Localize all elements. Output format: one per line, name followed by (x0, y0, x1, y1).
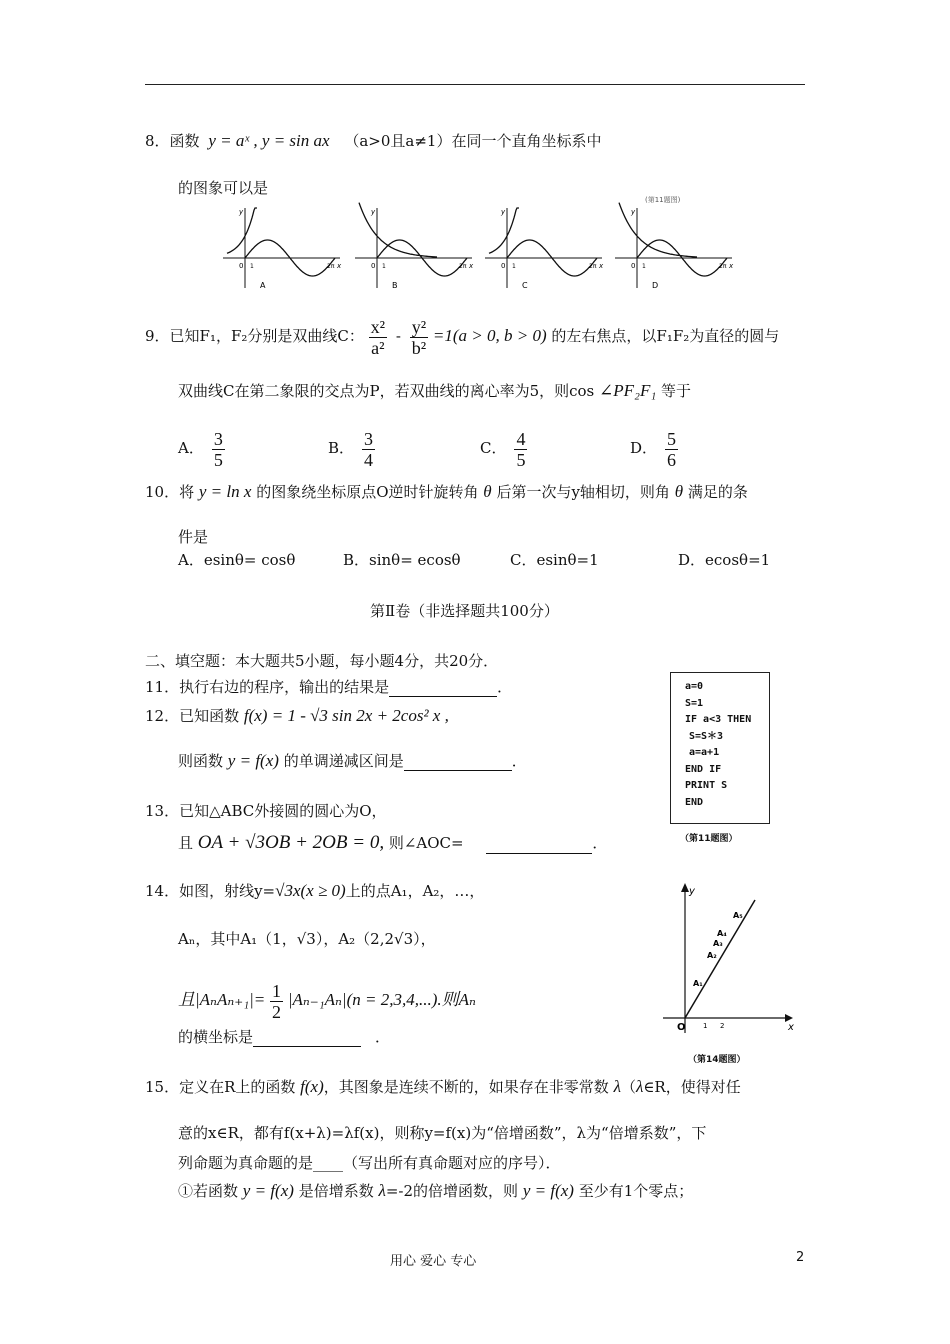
q9-option (328, 425, 375, 471)
q9-frac-y (410, 317, 428, 358)
q12-blank (404, 754, 512, 771)
q14-point-label: A₂ (707, 951, 717, 960)
q10-theta: θ (483, 482, 492, 501)
q14-x-label: x (788, 1022, 794, 1033)
graph-note: (第11题图) (645, 196, 681, 204)
graph-tick: 1 (642, 263, 646, 270)
q8-num: 8．函数 (145, 132, 200, 150)
q9-line2 (178, 380, 691, 401)
q10-option-a: A．esinθ= cosθ (178, 551, 296, 569)
q9-option-den: 5 (516, 449, 526, 470)
graph-label: B (392, 281, 398, 290)
q10-formula: y = ln x (198, 482, 252, 501)
q12-num: 12．已知函数 (145, 707, 240, 725)
graph-y-label: y (371, 208, 376, 216)
program-line: a=a+1 (689, 747, 720, 758)
q9-option-num: 3 (213, 428, 223, 449)
q14-point-label: A₃ (713, 939, 723, 948)
graph-tick: 2π (589, 263, 597, 270)
section-title: 第Ⅱ卷（非选择题共100分） (370, 602, 559, 620)
q9-frac-y-den: b² (411, 337, 427, 358)
graph-x-label: x (337, 262, 342, 270)
q13-end: ． (592, 834, 608, 852)
q9-option-den: 4 (364, 449, 374, 470)
q15-line4-d: 至少有1个零点； (578, 1182, 694, 1200)
program-box (670, 672, 770, 824)
q13-blank (486, 837, 592, 854)
graph-label: D (652, 281, 659, 290)
q14-tick: 2 (720, 1022, 725, 1030)
q10-num: 10．将 (145, 483, 195, 501)
q13-line2-b: 则∠AOC= (388, 834, 464, 852)
q9-option-label: A． (178, 439, 204, 457)
q15-line4-f2: y = f(x) (522, 1181, 574, 1200)
program-line: S=1 (685, 697, 704, 709)
program-caption: （第11题图） (680, 834, 738, 844)
q9-option-den: 5 (213, 449, 223, 470)
q14-line1-f: √3x(x ≥ 0) (275, 881, 346, 900)
footer-slogan: 用心 爱心 专心 (390, 1254, 477, 1269)
q15-line4-a: ①若函数 (178, 1182, 239, 1200)
graph-label: A (260, 281, 266, 290)
q8-graphs (215, 196, 745, 296)
q14-line1-a: 14．如图，射线y= (145, 882, 276, 900)
q9-minus: - (395, 327, 401, 345)
q12-formula: f(x) = 1 - √3 sin 2x + 2cos² x , (243, 706, 449, 725)
q12-line1 (145, 705, 449, 726)
q14-ray (685, 900, 755, 1018)
q14-end: ． (375, 1028, 391, 1046)
q10-line2: 件是 (178, 528, 209, 546)
graph-y-label: y (239, 208, 244, 216)
q11-line (145, 676, 512, 697)
q9-line1 (145, 316, 779, 358)
q12-line2 (178, 750, 527, 771)
q14-line4 (178, 1026, 390, 1047)
q10-mid: 的图象绕坐标原点O逆时针旋转角 (256, 483, 479, 501)
q14-y-arrow (681, 883, 689, 892)
q15-line4-c: =-2的倍增函数，则 (385, 1182, 519, 1200)
graph-tick: 1 (250, 263, 254, 270)
q15-line2: 意的x∈R，都有f(x+λ)=λf(x)，则称y=f(x)为“倍增函数”，λ为“倍增系数”，下 (178, 1124, 707, 1142)
q11-blank (389, 680, 497, 697)
q10-tail2: 满足的条 (687, 483, 748, 501)
q10-option-b: B．sinθ= ecosθ (343, 551, 461, 569)
q15-line4-b: 是倍增系数 (298, 1182, 374, 1200)
q8-line1 (145, 130, 601, 151)
page-number: 2 (796, 1250, 805, 1265)
q9-option-frac (362, 429, 375, 470)
q9-option-frac (212, 429, 225, 470)
q12-line2-a: 则函数 (178, 752, 224, 770)
q10-line1 (145, 481, 748, 502)
q9-option (178, 425, 225, 471)
q8-line2: 的图象可以是 (178, 179, 269, 197)
graph-y-label: y (631, 208, 636, 216)
graph-y-label: y (501, 208, 506, 216)
program-line: IF a<3 THEN (685, 714, 752, 725)
q13-line2-a: 且 (178, 834, 194, 852)
graph-tick: 2π (459, 263, 467, 270)
q14-origin: O (677, 1022, 686, 1033)
part2-intro: 二、填空题：本大题共5小题，每小题4分，共20分． (145, 652, 499, 670)
q15-line1 (145, 1076, 741, 1097)
q8-cond: （a>0且a≠1）在同一个直角坐标系中 (344, 132, 602, 150)
graph-tick: 1 (382, 263, 386, 270)
q14-figure (655, 878, 795, 1068)
q9-option-label: C． (480, 439, 507, 457)
graph-tick: 2π (327, 263, 335, 270)
q13-formula: OA + √3OB + 2OB = 0, (197, 832, 385, 853)
q14-line2: Aₙ，其中A₁（1，√3），A₂（2,2√3）， (178, 930, 436, 948)
program-line: END (685, 796, 704, 808)
q15-line1-d: ∈R，使得对任 (643, 1078, 741, 1096)
q10-option-d: D．ecosθ=1 (678, 551, 771, 569)
q14-line3-a: 且|AₙAₙ₊₁|= (178, 990, 266, 1009)
q13-line2 (178, 832, 607, 854)
q9-option-label: B． (328, 439, 355, 457)
header-rule (145, 84, 805, 85)
q15-line1-b: ，其图象是连续不断的，如果存在非零常数 (323, 1078, 609, 1096)
q15-line1-a: 15．定义在R上的函数 (145, 1078, 296, 1096)
graph-origin: 0 (371, 262, 376, 270)
q11-end: ． (497, 678, 513, 696)
q9-frac-x (369, 317, 387, 358)
q14-point-label: A₁ (693, 979, 703, 988)
q15-lambda-2: λ (635, 1077, 644, 1096)
program-code (685, 679, 751, 811)
q9-option-den: 6 (667, 449, 677, 470)
q15-lambda-3: λ (378, 1181, 386, 1200)
q14-tick: 1 (703, 1022, 708, 1030)
q9-option-num: 4 (516, 428, 526, 449)
q9-tail: 的左右焦点，以F₁F₂为直径的圆与 (551, 327, 780, 345)
graph-tick: 2π (719, 263, 727, 270)
q14-line1-b: 上的点A₁，A₂，…， (345, 882, 485, 900)
q12-end: ． (511, 752, 527, 770)
q9-option-frac (665, 429, 678, 470)
q9-num: 9．已知F₁，F₂分别是双曲线C： (145, 327, 364, 345)
q8-formula: y = aˣ , y = sin ax (208, 131, 330, 150)
q12-line2-f: y = f(x) (227, 751, 279, 770)
q14-half-den: 2 (272, 1001, 282, 1022)
graph-origin: 0 (631, 262, 636, 270)
q15-line1-c: （ (620, 1078, 636, 1096)
q14-line3-b: |Aₙ₋₁Aₙ|(n = 2,3,4,...).则Aₙ (287, 990, 476, 1009)
program-line: PRINT S (685, 780, 728, 791)
program-line: END IF (685, 763, 722, 775)
q9-frac-y-num: y² (411, 316, 427, 337)
q12-line2-b: 的单调递减区间是 (283, 752, 404, 770)
q9-option (480, 425, 527, 471)
q14-point-label: A₅ (733, 911, 743, 920)
program-line: a=0 (685, 681, 704, 692)
q15-line4-f: y = f(x) (242, 1181, 294, 1200)
graph-origin: 0 (501, 262, 506, 270)
q9-option-num: 3 (364, 428, 374, 449)
q10-tail: 后第一次与y轴相切，则角 (496, 483, 670, 501)
q9-tail2: 等于 (661, 382, 692, 400)
q14-point-label: A₄ (717, 929, 727, 938)
graph-tick: 1 (512, 263, 516, 270)
q9-option (630, 425, 678, 471)
q15-line4 (178, 1180, 693, 1201)
q14-half-num: 1 (272, 980, 282, 1001)
q14-blank (253, 1030, 361, 1047)
q10-option-c: C．esinθ=1 (510, 551, 599, 569)
q9-frac-x-den: a² (371, 337, 385, 358)
q15-line3: 列命题为真命题的是____（写出所有真命题对应的序号）． (178, 1154, 561, 1172)
q11-text: 11．执行右边的程序，输出的结果是 (145, 678, 390, 696)
q14-line4-text: 的横坐标是 (178, 1028, 254, 1046)
graph-x-label: x (729, 262, 734, 270)
q14-half (270, 981, 283, 1022)
q14-line1 (145, 880, 484, 901)
q9-angle: ∠PF₂F₁ (599, 381, 657, 400)
q9-eq: =1(a > 0, b > 0) (432, 326, 547, 345)
q14-caption: （第14题图） (688, 1055, 746, 1065)
graph-origin: 0 (239, 262, 244, 270)
program-line: S=S＊3 (689, 730, 724, 742)
graph-label: C (522, 281, 528, 290)
q15-line1-f: f(x) (300, 1077, 324, 1096)
q10-theta-2: θ (674, 482, 684, 501)
graph-x-label: x (469, 262, 474, 270)
q14-line3 (178, 980, 476, 1022)
q9-line2-text: 双曲线C在第二象限的交点为P，若双曲线的离心率为5，则cos (178, 382, 595, 400)
graph-x-label: x (599, 262, 604, 270)
q9-option-frac (514, 429, 527, 470)
q14-y-label: y (689, 886, 695, 897)
q14-x-arrow (785, 1014, 793, 1022)
q13-line1: 13．已知△ABC外接圆的圆心为O， (145, 802, 387, 820)
q9-frac-x-num: x² (370, 316, 386, 337)
q15-lambda: λ (613, 1077, 621, 1096)
q9-option-label: D． (630, 439, 658, 457)
q9-option-num: 5 (667, 428, 677, 449)
